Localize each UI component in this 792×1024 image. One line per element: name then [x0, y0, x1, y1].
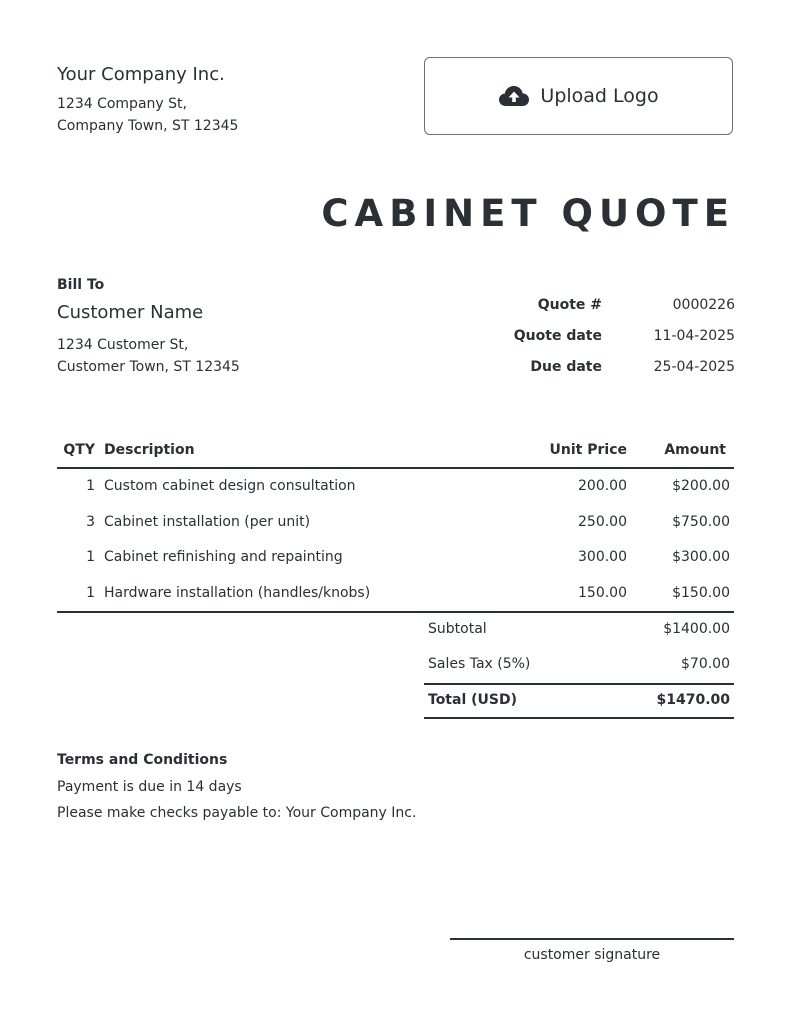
row-qty: 3: [86, 514, 95, 530]
terms-heading: Terms and Conditions: [57, 752, 228, 768]
sales-tax-value: $70.00: [681, 656, 730, 672]
company-address-line2: Company Town, ST 12345: [57, 118, 239, 134]
sales-tax-label: Sales Tax (5%): [428, 656, 531, 672]
row-unit-price: 150.00: [578, 585, 627, 601]
signature-label: customer signature: [523, 947, 661, 963]
quote-date-label: Quote date: [513, 328, 602, 344]
quote-number-label: Quote #: [537, 297, 602, 313]
cloud-upload-icon: [498, 85, 530, 107]
table-row: [0, 514, 792, 550]
row-amount: $200.00: [672, 478, 730, 494]
amount-header: Amount: [664, 442, 726, 458]
row-amount: $150.00: [672, 585, 730, 601]
row-unit-price: 300.00: [578, 549, 627, 565]
quote-date-value: 11-04-2025: [653, 328, 735, 344]
terms-line-1: Payment is due in 14 days: [57, 779, 242, 795]
company-name: Your Company Inc.: [57, 64, 225, 85]
row-description: Custom cabinet design consultation: [104, 478, 356, 494]
table-footer-divider: [57, 611, 734, 613]
row-qty: 1: [86, 478, 95, 494]
qty-header: QTY: [63, 442, 95, 458]
row-description: Cabinet refinishing and repainting: [104, 549, 343, 565]
table-row: [0, 585, 792, 621]
due-date-label: Due date: [530, 359, 602, 375]
table-header-divider: [57, 467, 734, 469]
company-address-line1: 1234 Company St,: [57, 96, 187, 112]
upload-logo-button[interactable]: [424, 57, 733, 135]
due-date-value: 25-04-2025: [653, 359, 735, 375]
row-description: Cabinet installation (per unit): [104, 514, 311, 530]
row-qty: 1: [86, 549, 95, 565]
bill-to-heading: Bill To: [57, 277, 105, 293]
customer-address-line1: 1234 Customer St,: [57, 337, 189, 353]
document-title: CABINET QUOTE: [321, 192, 735, 235]
signature-line: [450, 938, 734, 940]
subtotal-label: Subtotal: [428, 621, 487, 637]
table-row: [0, 549, 792, 585]
row-description: Hardware installation (handles/knobs): [104, 585, 371, 601]
table-row: [0, 478, 792, 514]
quote-number-value: 0000226: [672, 297, 735, 313]
subtotal-value: $1400.00: [663, 621, 730, 637]
unit-price-header: Unit Price: [549, 442, 627, 458]
customer-name: Customer Name: [57, 302, 204, 323]
row-amount: $750.00: [672, 514, 730, 530]
row-qty: 1: [86, 585, 95, 601]
total-divider-bottom: [424, 717, 734, 719]
terms-line-2: Please make checks payable to: Your Company Inc.: [57, 805, 417, 821]
upload-logo-label: Upload Logo: [540, 85, 659, 107]
total-divider-top: [424, 683, 734, 685]
total-label: Total (USD): [428, 692, 517, 708]
description-header: Description: [104, 442, 195, 458]
row-unit-price: 250.00: [578, 514, 627, 530]
row-unit-price: 200.00: [578, 478, 627, 494]
total-value: $1470.00: [656, 692, 730, 708]
customer-address-line2: Customer Town, ST 12345: [57, 359, 240, 375]
row-amount: $300.00: [672, 549, 730, 565]
